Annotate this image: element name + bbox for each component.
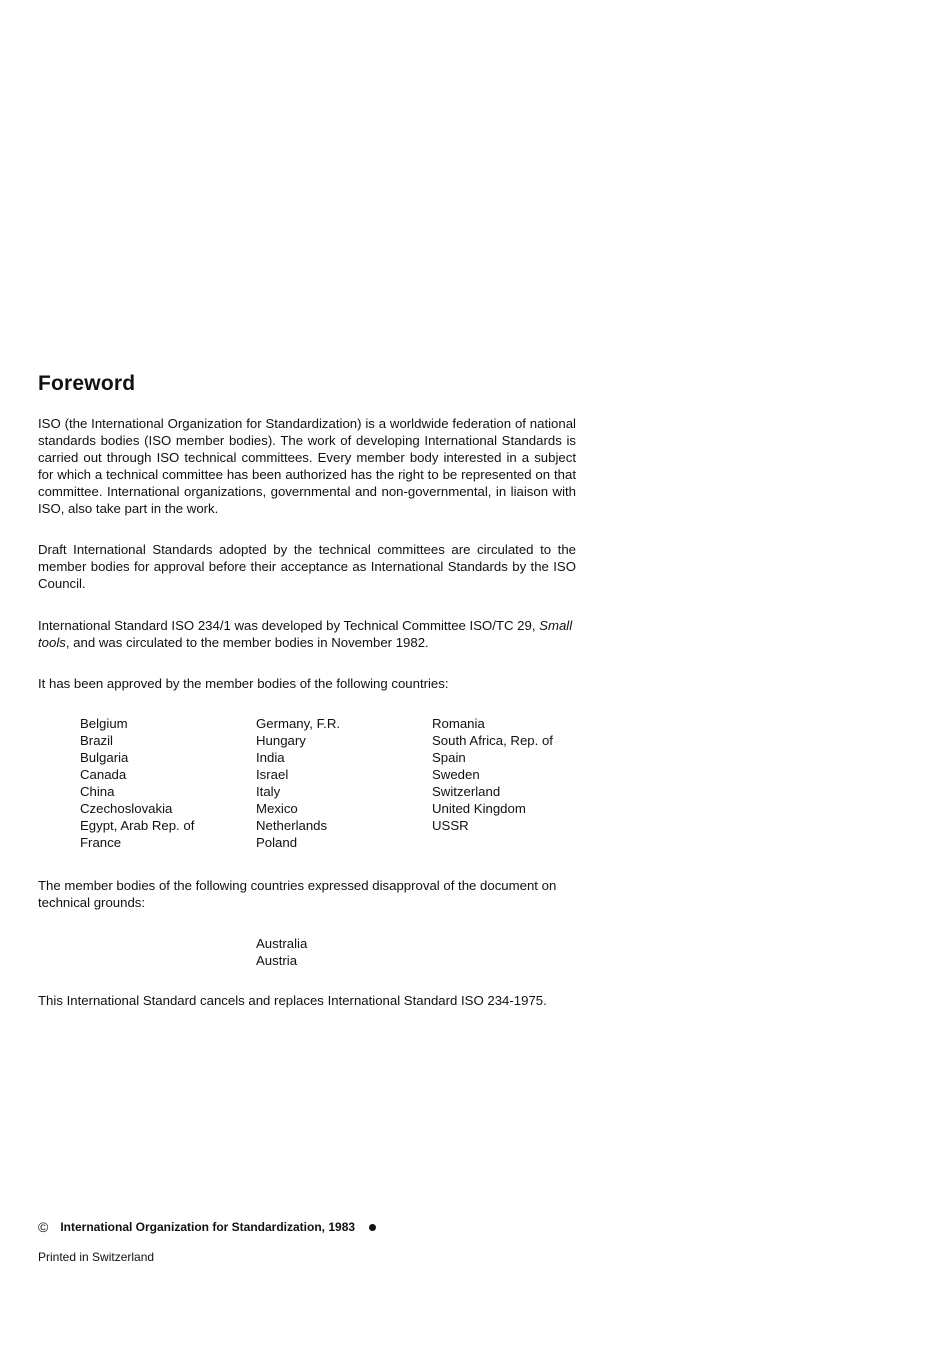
- country-item: India: [256, 750, 285, 765]
- paragraph-iso-description: ISO (the International Organization for Standardization) is a worldwide federation of national standards bodies (ISO member bodies). The work of developing International Standards is carried out through ISO technical committees. Every member body interested in a subject for which a technical committee has been authorized has the right to be represented on that committee. International organizations, governmental and non-governmental, in liaison with ISO, also take part in the work.: [38, 416, 576, 516]
- country-item: Germany, F.R.: [256, 716, 341, 731]
- paragraph-development: [38, 617, 576, 651]
- country-item: France: [80, 835, 122, 850]
- country-item: Belgium: [80, 716, 128, 731]
- paragraph-draft-standards: Draft International Standards adopted by the technical committees are circulated to the member bodies for approval before their acceptance as International Standards by the ISO Council.: [38, 542, 576, 591]
- copyright-text: International Organization for Standardization, 1983: [60, 1220, 356, 1234]
- country-item: Czechoslovakia: [80, 801, 173, 816]
- country-item: Austria: [256, 953, 298, 968]
- country-item: Canada: [80, 767, 127, 782]
- country-item: Poland: [256, 835, 298, 850]
- country-item: China: [80, 784, 115, 799]
- country-item: Brazil: [80, 733, 113, 748]
- country-item: Italy: [256, 784, 281, 799]
- country-item: United Kingdom: [432, 801, 526, 816]
- copyright-line: [38, 1219, 376, 1235]
- printed-location: Printed in Switzerland: [38, 1250, 155, 1264]
- disapproved-countries-list: [256, 935, 307, 969]
- country-item: Sweden: [432, 767, 480, 782]
- country-item: Egypt, Arab Rep. of: [80, 818, 195, 833]
- copyright-icon: ©: [38, 1219, 49, 1235]
- paragraph-approval-intro: It has been approved by the member bodies of the following countries:: [38, 676, 449, 691]
- bullet-icon: [369, 1224, 376, 1231]
- page-title: Foreword: [38, 372, 136, 395]
- paragraph-development-start: International Standard ISO 234/1 was developed by Technical Committee ISO/TC 29,: [38, 618, 540, 633]
- country-item: South Africa, Rep. of: [432, 733, 553, 748]
- approved-countries-column-2: [256, 715, 340, 851]
- country-item: Australia: [256, 936, 308, 951]
- committee-title: Small tools: [38, 618, 573, 650]
- approved-countries-column-3: [432, 715, 553, 834]
- country-item: Romania: [432, 716, 485, 731]
- country-item: Bulgaria: [80, 750, 129, 765]
- country-item: Israel: [256, 767, 289, 782]
- approved-countries-column-1: [80, 715, 194, 851]
- country-item: USSR: [432, 818, 469, 833]
- country-item: Netherlands: [256, 818, 328, 833]
- country-item: Hungary: [256, 733, 306, 748]
- paragraph-disapproval-intro: The member bodies of the following countries expressed disapproval of the document on technical grounds:: [38, 878, 557, 910]
- paragraph-cancellation: This International Standard cancels and replaces International Standard ISO 234-1975.: [38, 993, 547, 1008]
- country-item: Switzerland: [432, 784, 501, 799]
- country-item: Spain: [432, 750, 466, 765]
- paragraph-development-end: , and was circulated to the member bodies in November 1982.: [65, 635, 429, 650]
- country-item: Mexico: [256, 801, 298, 816]
